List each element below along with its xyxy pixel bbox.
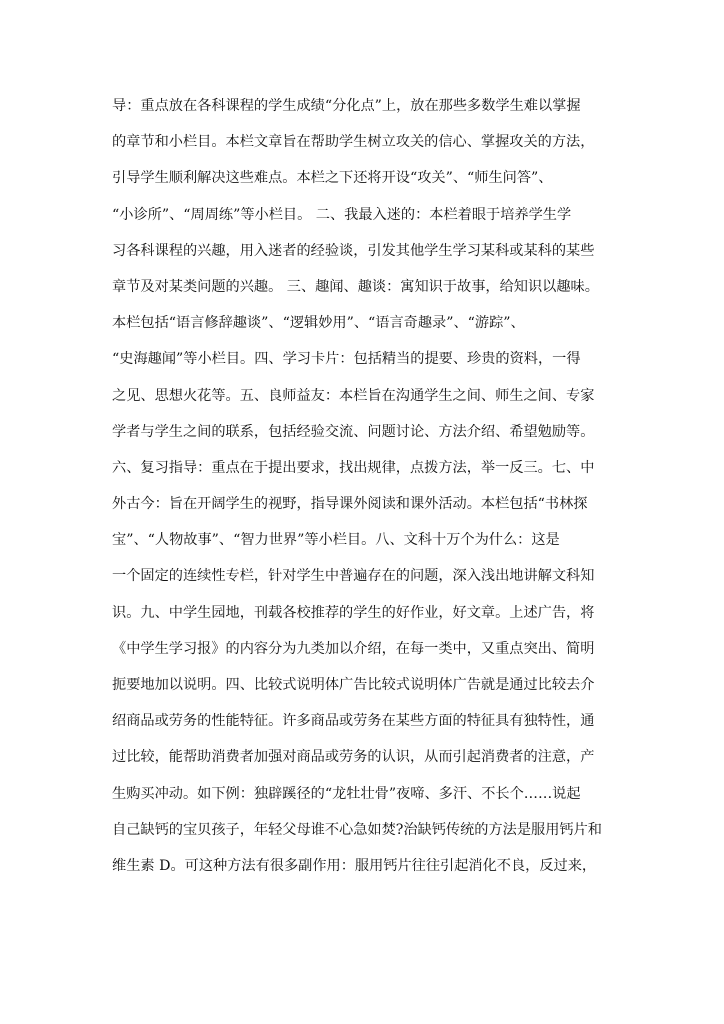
text-line: 扼要地加以说明。四、比较式说明体广告比较式说明体广告就是通过比较去介: [112, 677, 595, 693]
text-line: 之见、思想火花等。五、良师益友：本栏旨在沟通学生之间、师生之间、专家: [112, 387, 595, 404]
text-line: 一个固定的连续性专栏，针对学生中普遍存在的问题，深入浅出地讲解文科知: [112, 568, 595, 585]
text-line: 引导学生顺利解决这些难点。本栏之下还将开设“攻关”、“师生问答”、: [112, 170, 553, 187]
text-line: 绍商品或劳务的性能特征。许多商品或劳务在某些方面的特征具有独特性，通: [112, 713, 595, 730]
text-line: “史海趣闻”等小栏目。四、学习卡片：包括精当的提要、珍贵的资料，一得: [112, 351, 581, 368]
text-line: 外古今：旨在开阔学生的视野，指导课外阅读和课外活动。本栏包括“书林探: [112, 496, 588, 513]
text-line: 维生素 D。可这种方法有很多副作用：服用钙片往往引起消化不良，反过来，: [112, 857, 597, 874]
text-line: 识。九、中学生园地，刊载各校推荐的学生的好作业，好文章。上述广告，将: [112, 604, 595, 621]
text-line: 六、复习指导：重点在于提出要求，找出规律，点拨方法，举一反三。七、中: [112, 459, 595, 476]
text-line: 导：重点放在各科课程的学生成绩“分化点”上，放在那些多数学生难以掌握: [112, 98, 581, 114]
text-line: 《中学生学习报》的内容分为九类加以介绍，在每一类中，又重点突出、简明: [112, 640, 595, 657]
text-line: “小诊所”、“周周练”等小栏目。 二、我最入迷的：本栏着眼于培养学生学: [112, 206, 572, 223]
text-line: 习各科课程的兴趣，用入迷者的经验谈，引发其他学生学习某科或某科的某些: [112, 242, 595, 259]
text-line: 自己缺钙的宝贝孩子，年轻父母谁不心急如焚?治缺钙传统的方法是服用钙片和: [112, 821, 602, 838]
body-text: [112, 88, 712, 884]
text-line: 章节及对某类问题的兴趣。 三、趣闻、趣谈：寓知识于故事，给知识以趣味。: [112, 278, 599, 295]
text-line: 过比较，能帮助消费者加强对商品或劳务的认识，从而引起消费者的注意，产: [112, 749, 595, 766]
text-line: 的章节和小栏目。本栏文章旨在帮助学生树立攻关的信心、掌握攻关的方法，: [112, 134, 595, 151]
text-line: 本栏包括“语言修辞趣谈”、“逻辑妙用”、“语言奇趣录”、“游踪”、: [112, 315, 525, 332]
text-line: 生购买冲动。如下例：独辟蹊径的“龙牡壮骨”夜啼、多汗、不长个……说起: [112, 785, 581, 802]
text-line: 宝”、“人物故事”、“智力世界”等小栏目。八、文科十万个为什么：这是: [112, 532, 560, 549]
text-line: 学者与学生之间的联系，包括经验交流、问题讨论、方法介绍、希望勉励等。: [112, 423, 595, 440]
